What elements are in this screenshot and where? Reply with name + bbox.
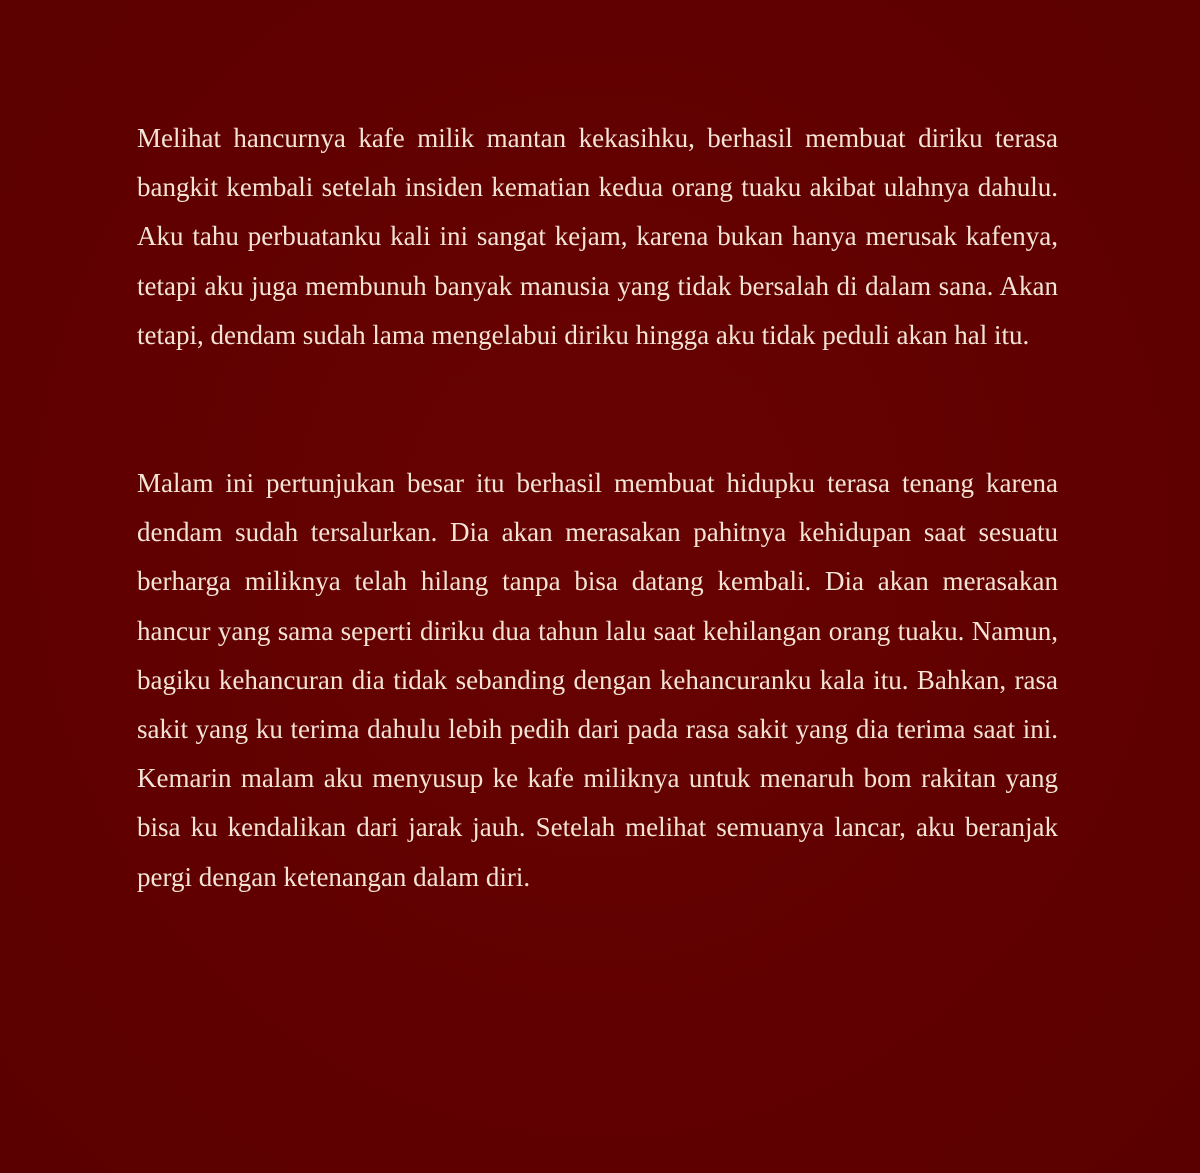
paragraph-1: Melihat hancurnya kafe milik mantan kekasihku, berhasil membuat diriku terasa bangkit kembali setelah insiden kematian kedua orang tuaku akibat ulahnya dahulu. Aku tahu perbuatanku kali ini sangat kejam, karena bukan hanya merusak kafenya, tetapi aku juga membunuh banyak manusia yang tidak bersalah di dalam sana. Akan tetapi, dendam sudah lama mengelabui diriku hingga aku tidak peduli akan hal itu. <box>137 123 1058 350</box>
paragraph-2: Malam ini pertunjukan besar itu berhasil membuat hidupku terasa tenang karena dendam sudah tersalurkan. Dia akan merasakan pahitnya kehidupan saat sesuatu berharga miliknya telah hilang tanpa bisa datang kembali. Dia akan merasakan hancur yang sama seperti diriku dua tahun lalu saat kehilangan orang tuaku. Namun, bagiku kehancuran dia tidak sebanding dengan kehancuranku kala itu. Bahkan, rasa sakit yang ku terima dahulu lebih pedih dari pada rasa sakit yang dia terima saat ini. Kemarin malam aku menyusup ke kafe miliknya untuk menaruh bom rakitan yang bisa ku kendalikan dari jarak jauh. Setelah melihat semuanya lancar, aku beranjak pergi dengan ketenangan dalam diri. <box>137 468 1058 892</box>
